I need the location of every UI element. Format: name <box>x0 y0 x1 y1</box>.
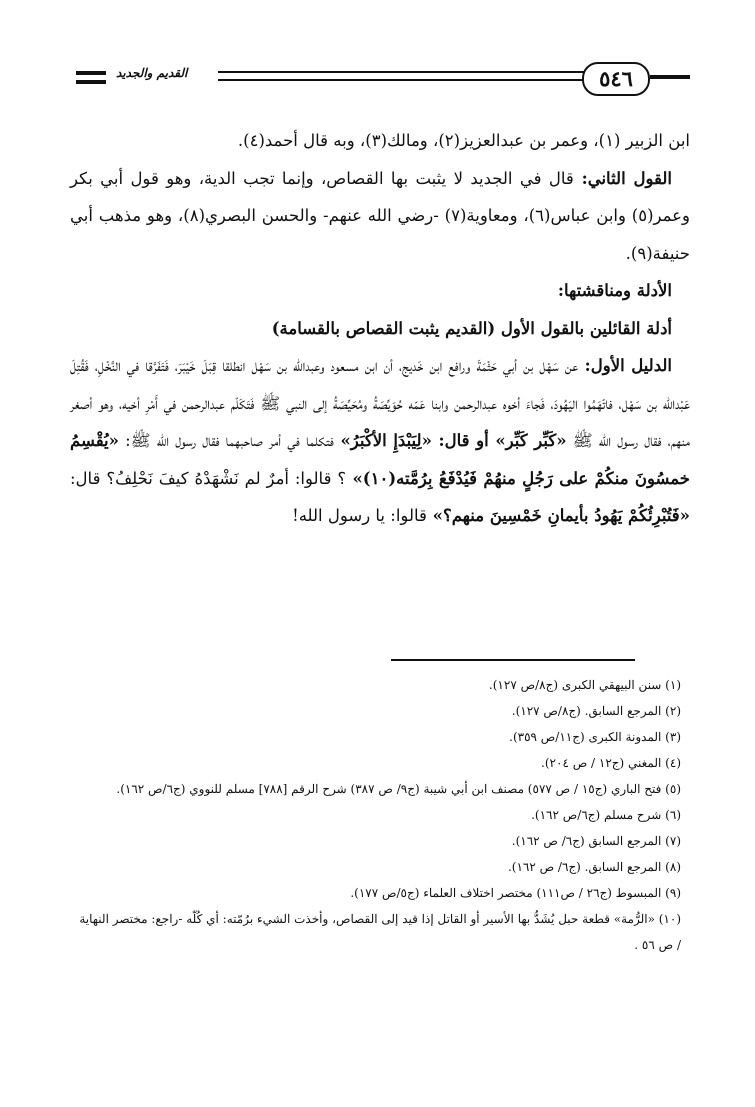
footnote: (٥) فتح الباري (ج١٥ / ص ٥٧٧) مصنف ابن أبي شيبة (ج٩/ ص ٣٨٧) شرح الرقم [٧٨٨] مسلم للنووي (ج٦/ص ١٦٢). <box>116 782 681 796</box>
paragraph-continuation: ابن الزبير (١)، وعمر بن عبدالعزيز(٢)، ومالك(٣)، وبه قال أحمد(٤). <box>237 131 690 150</box>
footnote: (٧) المرجع السابق (ج٦/ ص ١٦٢). <box>511 834 681 848</box>
section-heading-first-opinion-evidence: أدلة القائلين بالقول الأول (القديم يثبت القصاص بالقسامة) <box>271 318 672 338</box>
header-ornament-bar <box>650 75 690 79</box>
header-rule <box>218 71 600 73</box>
footnote: (٩) المبسوط (ج٢٦ / ص١١١) مختصر اختلاف العلماء (ج٥/ص ١٧٧). <box>350 886 681 900</box>
footnote: (٨) المرجع السابق. (ج٦/ ص ١٦٢). <box>507 860 681 874</box>
footnote-divider <box>391 659 635 661</box>
section-heading-evidence: الأدلة ومناقشتها: <box>557 281 672 300</box>
footnote: (١٠) «الرُّمة» قطعة حبل يُشَدُّ بها الأسير أو القاتل إذا قيد إلى القصاص، وأخذت الشيء برُمّته: أي كُلّه -راجع: مختصر النهاية / ص ٥٦ . <box>79 912 681 952</box>
footnote: (٦) شرح مسلم (ج٦/ص ١٦٢). <box>531 808 681 822</box>
header-ornament-bar <box>76 80 106 84</box>
header-ornament-bar <box>76 71 106 75</box>
header-rule <box>218 79 600 81</box>
page-number: ٥٤٦ <box>582 62 650 96</box>
main-text <box>70 122 690 535</box>
paragraph-first-evidence: الدليل الأول: عن سَهْل بن أبي حَثْمَةَ ورافع ابن خَديج، أن ابن مسعود وعبدالله بن سَهْل انطلقا قِبَلَ خَيْبَرَ، فَتَفَرَّقا في النَّخْلِ، فَقُتِلَ عَبْدالله بن سَهْل، فاتّهَمُوا اليَهُودَ، فَجاءَ أخوه عبدالرحمن وابنا عَمّه حُوَيِّصَةُ ومُحَيِّصَةُ إلى النبي ﷺ فَتَكَلّم عبدالرحمن في أَمْرِ أخيه، وهو أصغر منهم، فقال رسول الله ﷺ «كَبِّر كَبِّر» أو قال: «لِيَبْدَإِ الأكْبَرُ» فتكلما في أمر صاحبهما فقال رسول الله ﷺ: «يُقْسِمُ خمسُونَ منكُمْ على رَجُلٍ منهُمْ فَيُدْفَعُ بِرُمَّته(١٠)» ؟ قالوا: أمرٌ لم نَشْهَدْهُ كيفَ نَحْلِفُ؟ قال: «فَتُبْرِئُكُمْ يَهُودُ بأيمانِ خَمْسِينَ منهم؟» قالوا: يا رسول الله! <box>70 356 691 525</box>
footnote: (٢) المرجع السابق. (ج٨/ص ١٢٧). <box>511 704 681 718</box>
footnote: (٣) المدونة الكبرى (ج١١/ص ٣٥٩). <box>509 730 681 744</box>
footnote: (١) سنن البيهقي الكبرى (ج٨/ص ١٢٧). <box>488 678 681 692</box>
footnotes <box>78 672 681 958</box>
paragraph-second-opinion: القول الثاني: قال في الجديد لا يثبت بها القصاص، وإنما تجب الدية، وهو قول أبي بكر وعمر(٥) وابن عباس(٦)، ومعاوية(٧) -رضي الله عنهم- والحسن البصري(٨)، وهو مذهب أبي حنيفة(٩). <box>70 168 690 263</box>
footnote: (٤) المغني (ج١٢ / ص ٢٠٤). <box>541 756 681 770</box>
running-title: القديم والجديد <box>116 66 188 80</box>
running-header <box>76 62 690 96</box>
